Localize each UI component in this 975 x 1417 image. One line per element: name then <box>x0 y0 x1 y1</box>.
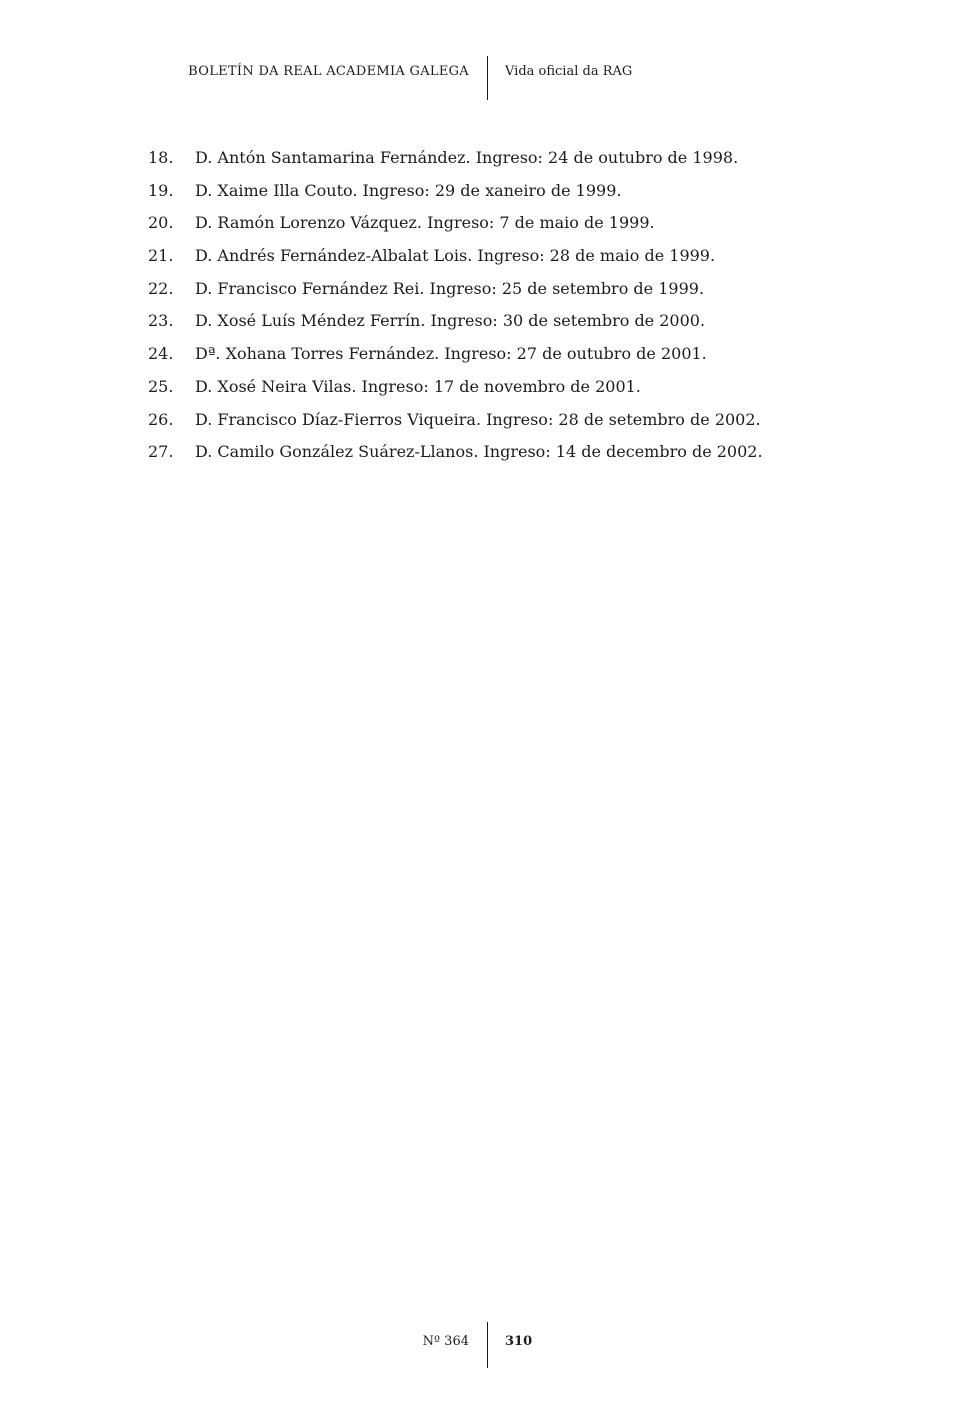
list-item <box>148 179 848 212</box>
item-text: D. Xosé Neira Vilas. Ingreso: 17 de novembro de 2001. <box>195 376 641 396</box>
list-item <box>148 277 848 310</box>
item-number: 21. <box>148 246 174 266</box>
item-number: 23. <box>148 311 174 331</box>
member-list <box>148 146 848 473</box>
section-title: Vida oficial da RAG <box>505 64 633 79</box>
item-text: D. Ramón Lorenzo Vázquez. Ingreso: 7 de maio de 1999. <box>195 213 655 233</box>
list-item <box>148 440 848 473</box>
item-number: 24. <box>148 344 174 364</box>
item-text: D. Xaime Illa Couto. Ingreso: 29 de xaneiro de 1999. <box>195 180 622 200</box>
item-number: 18. <box>148 148 174 167</box>
item-number: 25. <box>148 376 174 396</box>
item-number: 26. <box>148 409 174 429</box>
item-text: D. Francisco Fernández Rei. Ingreso: 25 de setembro de 1999. <box>195 278 705 298</box>
footer-divider <box>487 1322 488 1368</box>
item-text: D. Camilo González Suárez-Llanos. Ingreso: 14 de decembro de 2002. <box>195 442 763 462</box>
item-text: D. Xosé Luís Méndez Ferrín. Ingreso: 30 de setembro de 2000. <box>195 311 706 331</box>
list-item <box>148 408 848 441</box>
item-text: D. Antón Santamarina Fernández. Ingreso: 24 de outubro de 1998. <box>195 148 739 167</box>
item-text: D. Andrés Fernández-Albalat Lois. Ingreso: 28 de maio de 1999. <box>195 246 716 266</box>
list-item <box>148 342 848 375</box>
list-item <box>148 244 848 277</box>
item-number: 27. <box>148 442 174 462</box>
header-divider <box>487 56 488 100</box>
list-item <box>148 375 848 408</box>
item-number: 19. <box>148 180 174 200</box>
item-text: D. Francisco Díaz-Fierros Viqueira. Ingreso: 28 de setembro de 2002. <box>195 409 761 429</box>
list-item <box>148 309 848 342</box>
page-number: 310 <box>505 1334 533 1349</box>
item-number: 20. <box>148 213 174 233</box>
issue-number: Nº 364 <box>422 1334 469 1349</box>
list-item <box>148 211 848 244</box>
running-header <box>0 56 975 100</box>
item-number: 22. <box>148 278 174 298</box>
item-text: Dª. Xohana Torres Fernández. Ingreso: 27 de outubro de 2001. <box>195 344 707 364</box>
list-item <box>148 146 848 179</box>
page-footer <box>0 1322 975 1368</box>
journal-title: BOLETÍN DA REAL ACADEMIA GALEGA <box>188 64 469 79</box>
